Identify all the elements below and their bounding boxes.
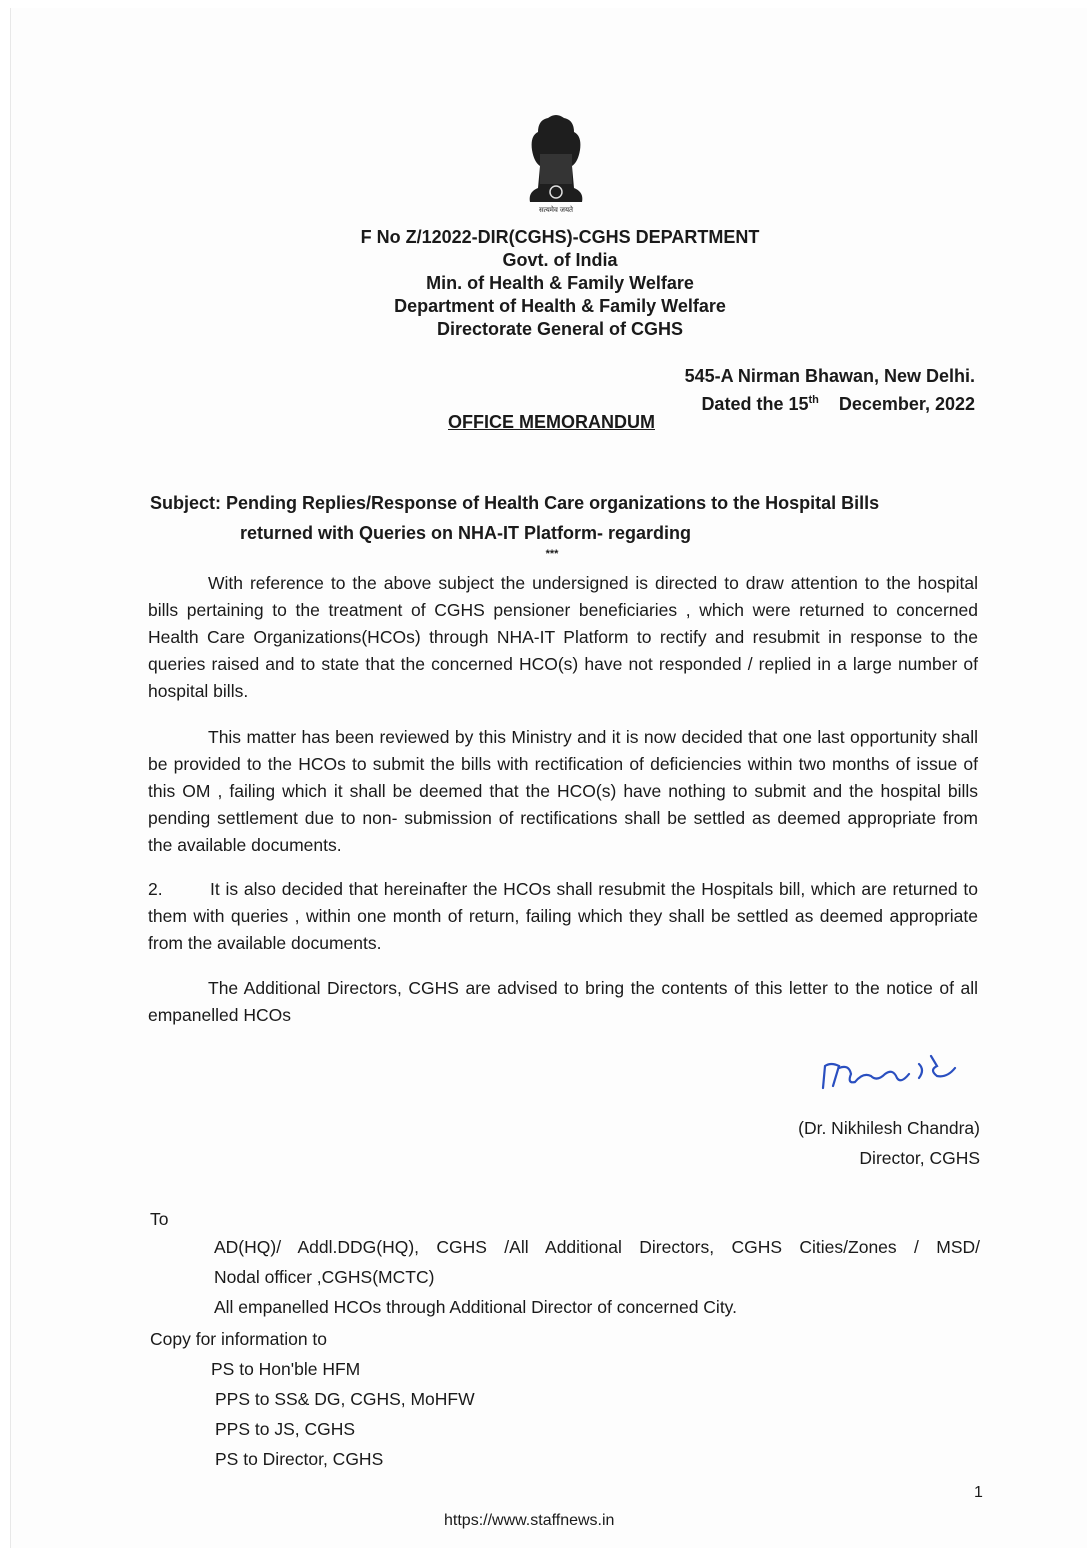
page-number: 1 <box>974 1484 983 1501</box>
footer-url[interactable]: https://www.staffnews.in <box>444 1512 615 1529</box>
to-recipient: All empanelled HCOs through Additional Director of concerned City. <box>214 1297 737 1317</box>
paragraph-2: This matter has been reviewed by this Ministry and it is now decided that one last opportunity shall be provided to the HCOs to submit the bills with rectification of deficiencies within two months of issue of this OM , failing which it shall be deemed that the HCO(s) have nothing to submit and the hospital bills pending settlement due to non- submission of rectifications shall be settled as deemed appropriate from the available documents. <box>148 727 978 855</box>
department-line: Department of Health & Family Welfare <box>394 296 726 316</box>
directorate-line: Directorate General of CGHS <box>436 319 684 339</box>
copy-recipient: PPS to SS& DG, CGHS, MoHFW <box>215 1389 475 1409</box>
memo-date: Dated the 15th December, 2022 <box>701 394 975 414</box>
signatory-name: (Dr. Nikhilesh Chandra) <box>798 1118 980 1138</box>
national-emblem-icon <box>518 114 594 214</box>
govt-line: Govt. of India <box>502 250 618 270</box>
paragraph-3: 2. It is also decided that hereinafter the HCOs shall resubmit the Hospitals bill, which are returned to them with queries , within one month of return, failing which they shall be settled as deemed appropriate from the available documents. <box>148 879 978 953</box>
address-place: 545-A Nirman Bhawan, New Delhi. <box>684 366 975 386</box>
copy-recipient: PPS to JS, CGHS <box>215 1419 356 1439</box>
to-recipient: Nodal officer ,CGHS(MCTC) <box>214 1267 435 1287</box>
to-label: To <box>150 1209 169 1229</box>
svg-text:सत्यमेव जयते: सत्यमेव जयते <box>538 207 574 214</box>
signatory-designation: Director, CGHS <box>859 1148 980 1168</box>
paragraph-1: With reference to the above subject the undersigned is directed to draw attention to the hospital bills pertaining to the treatment of CGHS pensioner beneficiaries , which were returned to concerned Health Care Organizations(HCOs) through NHA-IT Platform to rectify and resubmit in response to the queries raised and to state that the concerned HCO(s) have not responded / replied in a large number of hospital bills. <box>148 573 978 701</box>
signature-image <box>815 1050 975 1100</box>
copy-label: Copy for information to <box>150 1329 328 1349</box>
file-number: F No Z/12022-DIR(CGHS)-CGHS DEPARTMENT <box>360 227 760 247</box>
paragraph-4: The Additional Directors, CGHS are advised to bring the contents of this letter to the notice of all empanelled HCOs <box>148 978 978 1025</box>
to-recipient: AD(HQ)/ Addl.DDG(HQ), CGHS /All Additional Directors, CGHS Cities/Zones / MSD/ <box>214 1237 980 1257</box>
subject: Subject: Pending Replies/Response of Health Care organizations to the Hospital Bills returned with Queries on NHA-IT Platform- regarding *** <box>150 493 880 560</box>
letterhead <box>300 226 820 341</box>
copy-recipient: PS to Director, CGHS <box>215 1449 384 1469</box>
memo-title: OFFICE MEMORANDUM <box>448 412 655 432</box>
ministry-line: Min. of Health & Family Welfare <box>426 273 694 293</box>
address-block <box>685 364 975 416</box>
signatory <box>798 1113 980 1173</box>
copy-recipient: PS to Hon'ble HFM <box>211 1359 361 1379</box>
